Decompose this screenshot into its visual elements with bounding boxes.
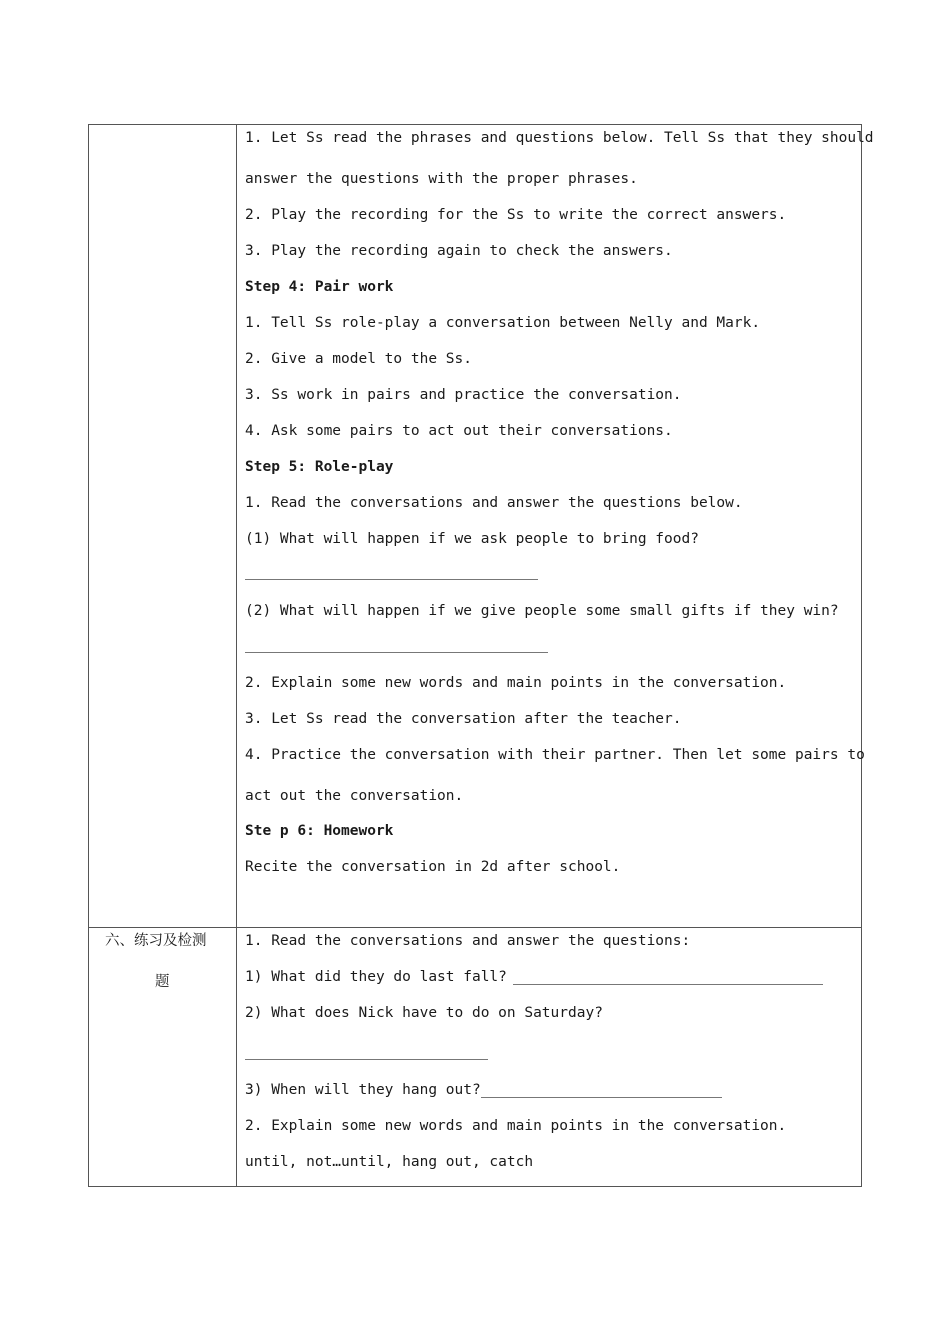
step5-line-7: act out the conversation. xyxy=(245,788,464,804)
step5-line-4: 2. Explain some new words and main points in the conversation. xyxy=(245,675,787,691)
step6-heading: Ste p 6: Homework xyxy=(245,823,394,839)
practice-line-6: until, not…until, hang out, catch xyxy=(245,1154,534,1170)
practice-question-1: 1) What did they do last fall? xyxy=(245,969,507,985)
practice-question-2: 2) What does Nick have to do on Saturday? xyxy=(245,1005,603,1021)
practice-blank-3 xyxy=(481,1097,722,1098)
answer-blank-1 xyxy=(245,579,538,580)
step5-question-2: (2) What will happen if we give people some small gifts if they win? xyxy=(245,603,839,619)
step5-line-6: 4. Practice the conversation with their partner. Then let some pairs to xyxy=(245,747,865,763)
step4-heading: Step 4: Pair work xyxy=(245,279,394,295)
answer-blank-2 xyxy=(245,652,548,653)
practice-line-5: 2. Explain some new words and main points in the conversation. xyxy=(245,1118,787,1134)
step4-line-3: 3. Ss work in pairs and practice the conversation. xyxy=(245,387,682,403)
lesson-table xyxy=(88,124,862,1187)
practice-label-line-2: 题 xyxy=(155,974,170,990)
step3-line-4: 3. Play the recording again to check the answers. xyxy=(245,243,673,259)
step5-heading: Step 5: Role-play xyxy=(245,459,394,475)
step3-line-1: 1. Let Ss read the phrases and questions below. Tell Ss that they should xyxy=(245,130,874,146)
practice-line-1: 1. Read the conversations and answer the questions: xyxy=(245,933,691,949)
practice-label-line-1: 六、练习及检测 xyxy=(105,933,207,949)
practice-question-3: 3) When will they hang out? xyxy=(245,1082,481,1098)
practice-blank-1 xyxy=(513,984,823,985)
step6-line-1: Recite the conversation in 2d after school. xyxy=(245,859,621,875)
step4-line-4: 4. Ask some pairs to act out their conversations. xyxy=(245,423,673,439)
step4-line-1: 1. Tell Ss role-play a conversation between Nelly and Mark. xyxy=(245,315,761,331)
step3-line-3: 2. Play the recording for the Ss to write the correct answers. xyxy=(245,207,787,223)
step3-line-2: answer the questions with the proper phrases. xyxy=(245,171,638,187)
step4-line-2: 2. Give a model to the Ss. xyxy=(245,351,472,367)
step5-question-1: (1) What will happen if we ask people to bring food? xyxy=(245,531,699,547)
step5-line-5: 3. Let Ss read the conversation after the teacher. xyxy=(245,711,682,727)
practice-blank-2 xyxy=(245,1059,488,1060)
row-divider xyxy=(89,927,861,928)
column-divider xyxy=(236,125,237,1186)
step5-line-1: 1. Read the conversations and answer the questions below. xyxy=(245,495,743,511)
